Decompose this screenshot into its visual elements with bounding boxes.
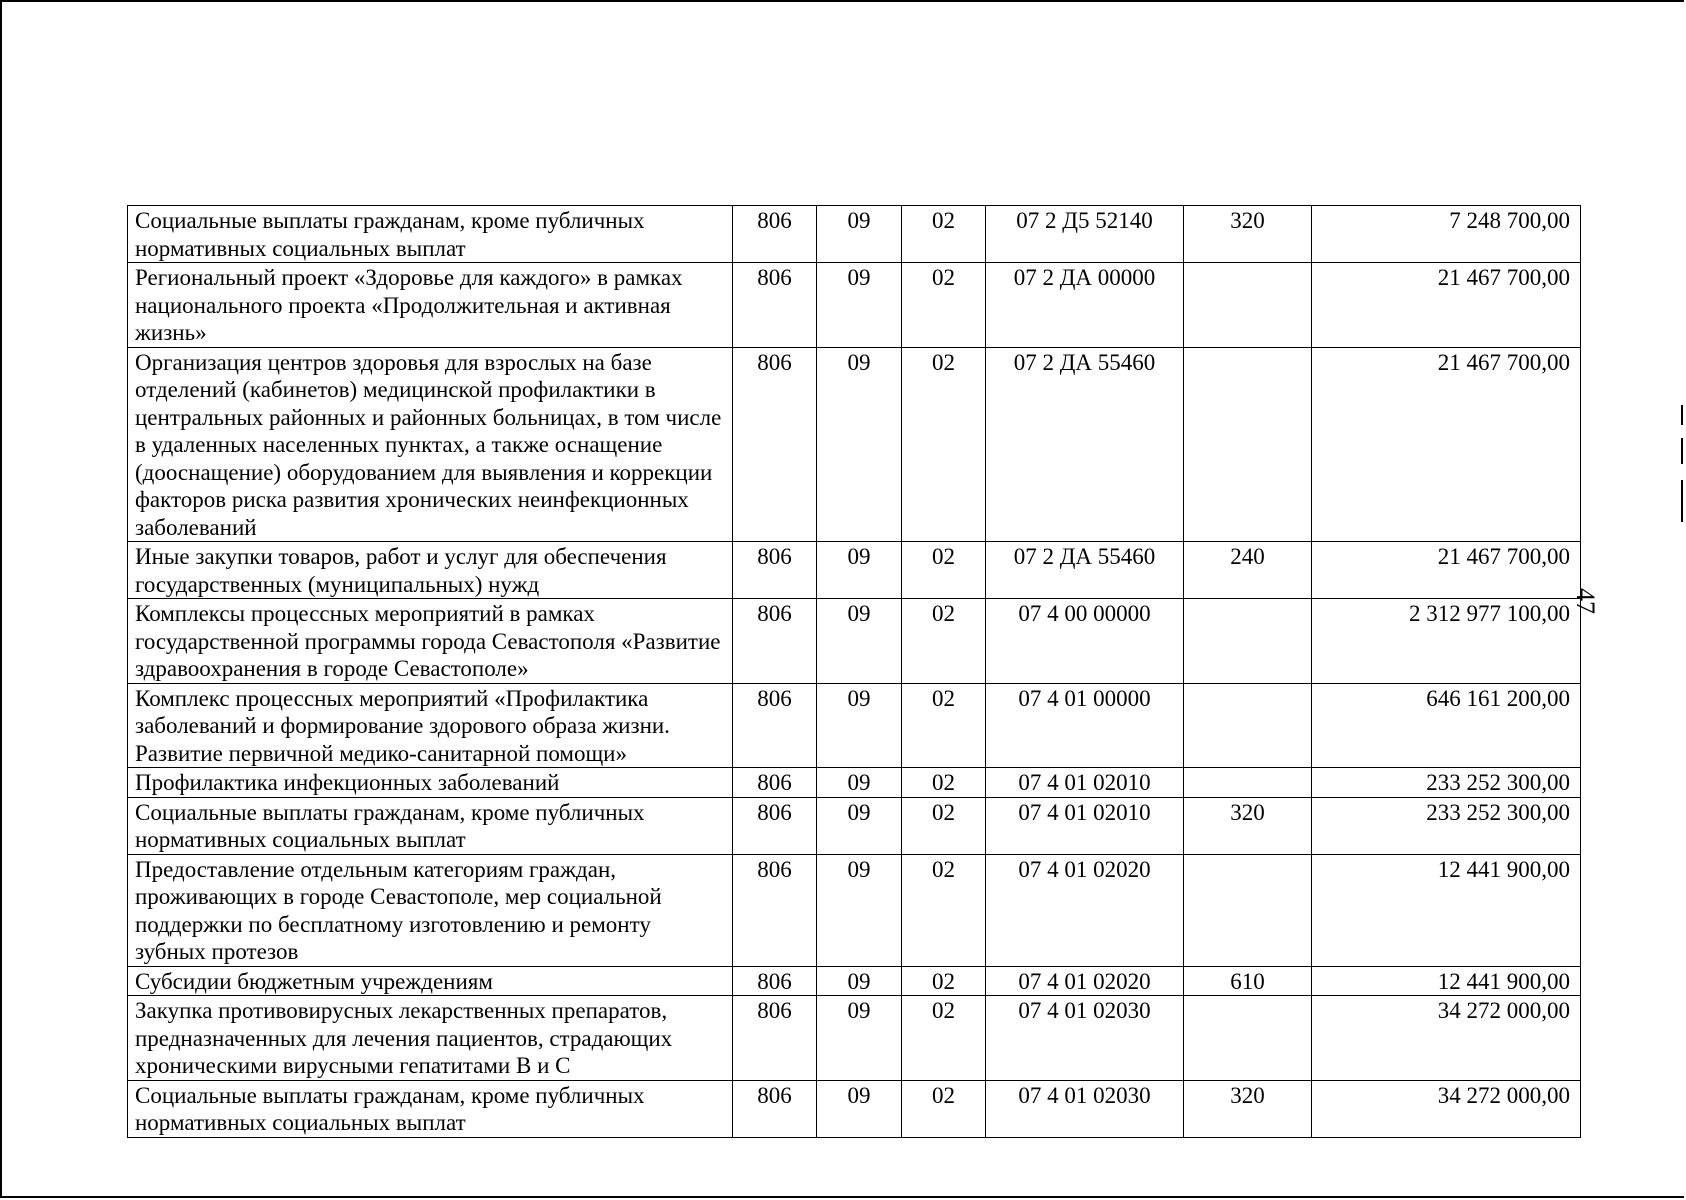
row-pr: 02: [902, 1080, 986, 1137]
row-csr: 07 2 Д5 52140: [986, 206, 1184, 263]
row-amount: 21 467 700,00: [1312, 542, 1581, 599]
row-rz: 09: [817, 1080, 902, 1137]
table-row: [128, 1080, 1581, 1137]
row-csr: 07 4 01 02010: [986, 768, 1184, 798]
row-name: Социальные выплаты гражданам, кроме публичных нормативных социальных выплат: [128, 797, 733, 854]
row-amount: 34 272 000,00: [1312, 996, 1581, 1081]
row-name: Региональный проект «Здоровье для каждого» в рамках национального проекта «Продолжительная и активная жизнь»: [128, 263, 733, 348]
table-row: [128, 206, 1581, 263]
row-gr: 806: [733, 599, 817, 684]
row-amount: 34 272 000,00: [1312, 1080, 1581, 1137]
table-row: [128, 797, 1581, 854]
row-vr: [1184, 996, 1312, 1081]
row-amount: 21 467 700,00: [1312, 347, 1581, 542]
row-name: Организация центров здоровья для взрослых на базе отделений (кабинетов) медицинской профилактики в центральных районных и районных больницах, в том числе в удаленных населенных пунктах, а также оснащение (дооснащение) оборудованием для выявления и коррекции факторов риска развития хронических неинфекционных заболеваний: [128, 347, 733, 542]
row-name: Иные закупки товаров, работ и услуг для обеспечения государственных (муниципальных) нужд: [128, 542, 733, 599]
row-rz: 09: [817, 797, 902, 854]
row-amount: 7 248 700,00: [1312, 206, 1581, 263]
row-gr: 806: [733, 542, 817, 599]
row-amount: 233 252 300,00: [1312, 797, 1581, 854]
row-gr: 806: [733, 1080, 817, 1137]
row-csr: 07 4 01 02010: [986, 797, 1184, 854]
row-csr: 07 4 01 02030: [986, 996, 1184, 1081]
row-name: Социальные выплаты гражданам, кроме публичных нормативных социальных выплат: [128, 1080, 733, 1137]
row-vr: 320: [1184, 206, 1312, 263]
row-rz: 09: [817, 966, 902, 996]
row-name: Закупка противовирусных лекарственных препаратов, предназначенных для лечения пациентов, страдающих хроническими вирусными гепатитами В и С: [128, 996, 733, 1081]
scan-edge-mark: [1681, 405, 1683, 425]
table-row: [128, 996, 1581, 1081]
row-csr: 07 2 ДА 55460: [986, 347, 1184, 542]
row-name: Комплекс процессных мероприятий «Профилактика заболеваний и формирование здорового образа жизни. Развитие первичной медико-санитарной помощи»: [128, 683, 733, 768]
row-gr: 806: [733, 263, 817, 348]
row-gr: 806: [733, 768, 817, 798]
row-rz: 09: [817, 854, 902, 966]
row-name: Предоставление отдельным категориям граждан, проживающих в городе Севастополе, мер социальной поддержки по бесплатному изготовлению и ремонту зубных протезов: [128, 854, 733, 966]
row-gr: 806: [733, 347, 817, 542]
row-rz: 09: [817, 206, 902, 263]
row-gr: 806: [733, 206, 817, 263]
row-pr: 02: [902, 683, 986, 768]
row-csr: 07 4 01 02020: [986, 966, 1184, 996]
row-gr: 806: [733, 854, 817, 966]
row-pr: 02: [902, 263, 986, 348]
row-vr: 610: [1184, 966, 1312, 996]
row-vr: 320: [1184, 797, 1312, 854]
row-gr: 806: [733, 683, 817, 768]
row-vr: 240: [1184, 542, 1312, 599]
row-pr: 02: [902, 542, 986, 599]
row-rz: 09: [817, 768, 902, 798]
row-vr: [1184, 768, 1312, 798]
row-rz: 09: [817, 996, 902, 1081]
row-amount: 21 467 700,00: [1312, 263, 1581, 348]
row-pr: 02: [902, 797, 986, 854]
row-pr: 02: [902, 854, 986, 966]
row-pr: 02: [902, 768, 986, 798]
row-csr: 07 4 01 00000: [986, 683, 1184, 768]
row-vr: 320: [1184, 1080, 1312, 1137]
row-csr: 07 4 01 02020: [986, 854, 1184, 966]
scan-edge-mark: [1681, 438, 1683, 464]
table-row: [128, 263, 1581, 348]
table-row: [128, 542, 1581, 599]
page-number: 47: [1571, 588, 1600, 614]
row-name: Субсидии бюджетным учреждениям: [128, 966, 733, 996]
table-row: [128, 966, 1581, 996]
row-rz: 09: [817, 683, 902, 768]
row-pr: 02: [902, 347, 986, 542]
row-csr: 07 2 ДА 00000: [986, 263, 1184, 348]
row-amount: 646 161 200,00: [1312, 683, 1581, 768]
table-row: [128, 347, 1581, 542]
row-vr: [1184, 347, 1312, 542]
row-amount: 2 312 977 100,00: [1312, 599, 1581, 684]
row-name: Социальные выплаты гражданам, кроме публичных нормативных социальных выплат: [128, 206, 733, 263]
row-gr: 806: [733, 966, 817, 996]
row-name: Профилактика инфекционных заболеваний: [128, 768, 733, 798]
row-csr: 07 4 01 02030: [986, 1080, 1184, 1137]
row-rz: 09: [817, 599, 902, 684]
row-rz: 09: [817, 542, 902, 599]
row-pr: 02: [902, 996, 986, 1081]
row-vr: [1184, 599, 1312, 684]
row-csr: 07 4 00 00000: [986, 599, 1184, 684]
row-rz: 09: [817, 347, 902, 542]
table-row: [128, 599, 1581, 684]
row-pr: 02: [902, 206, 986, 263]
row-name: Комплексы процессных мероприятий в рамках государственной программы города Севастополя «Развитие здравоохранения в городе Севастополе»: [128, 599, 733, 684]
row-pr: 02: [902, 599, 986, 684]
table-row: [128, 854, 1581, 966]
row-gr: 806: [733, 797, 817, 854]
budget-table: [127, 205, 1581, 1138]
table-row: [128, 768, 1581, 798]
row-amount: 233 252 300,00: [1312, 768, 1581, 798]
row-pr: 02: [902, 966, 986, 996]
row-vr: [1184, 263, 1312, 348]
row-vr: [1184, 683, 1312, 768]
row-vr: [1184, 854, 1312, 966]
row-amount: 12 441 900,00: [1312, 966, 1581, 996]
row-rz: 09: [817, 263, 902, 348]
table-row: [128, 683, 1581, 768]
row-amount: 12 441 900,00: [1312, 854, 1581, 966]
scan-edge-mark: [1681, 480, 1683, 522]
row-csr: 07 2 ДА 55460: [986, 542, 1184, 599]
row-gr: 806: [733, 996, 817, 1081]
